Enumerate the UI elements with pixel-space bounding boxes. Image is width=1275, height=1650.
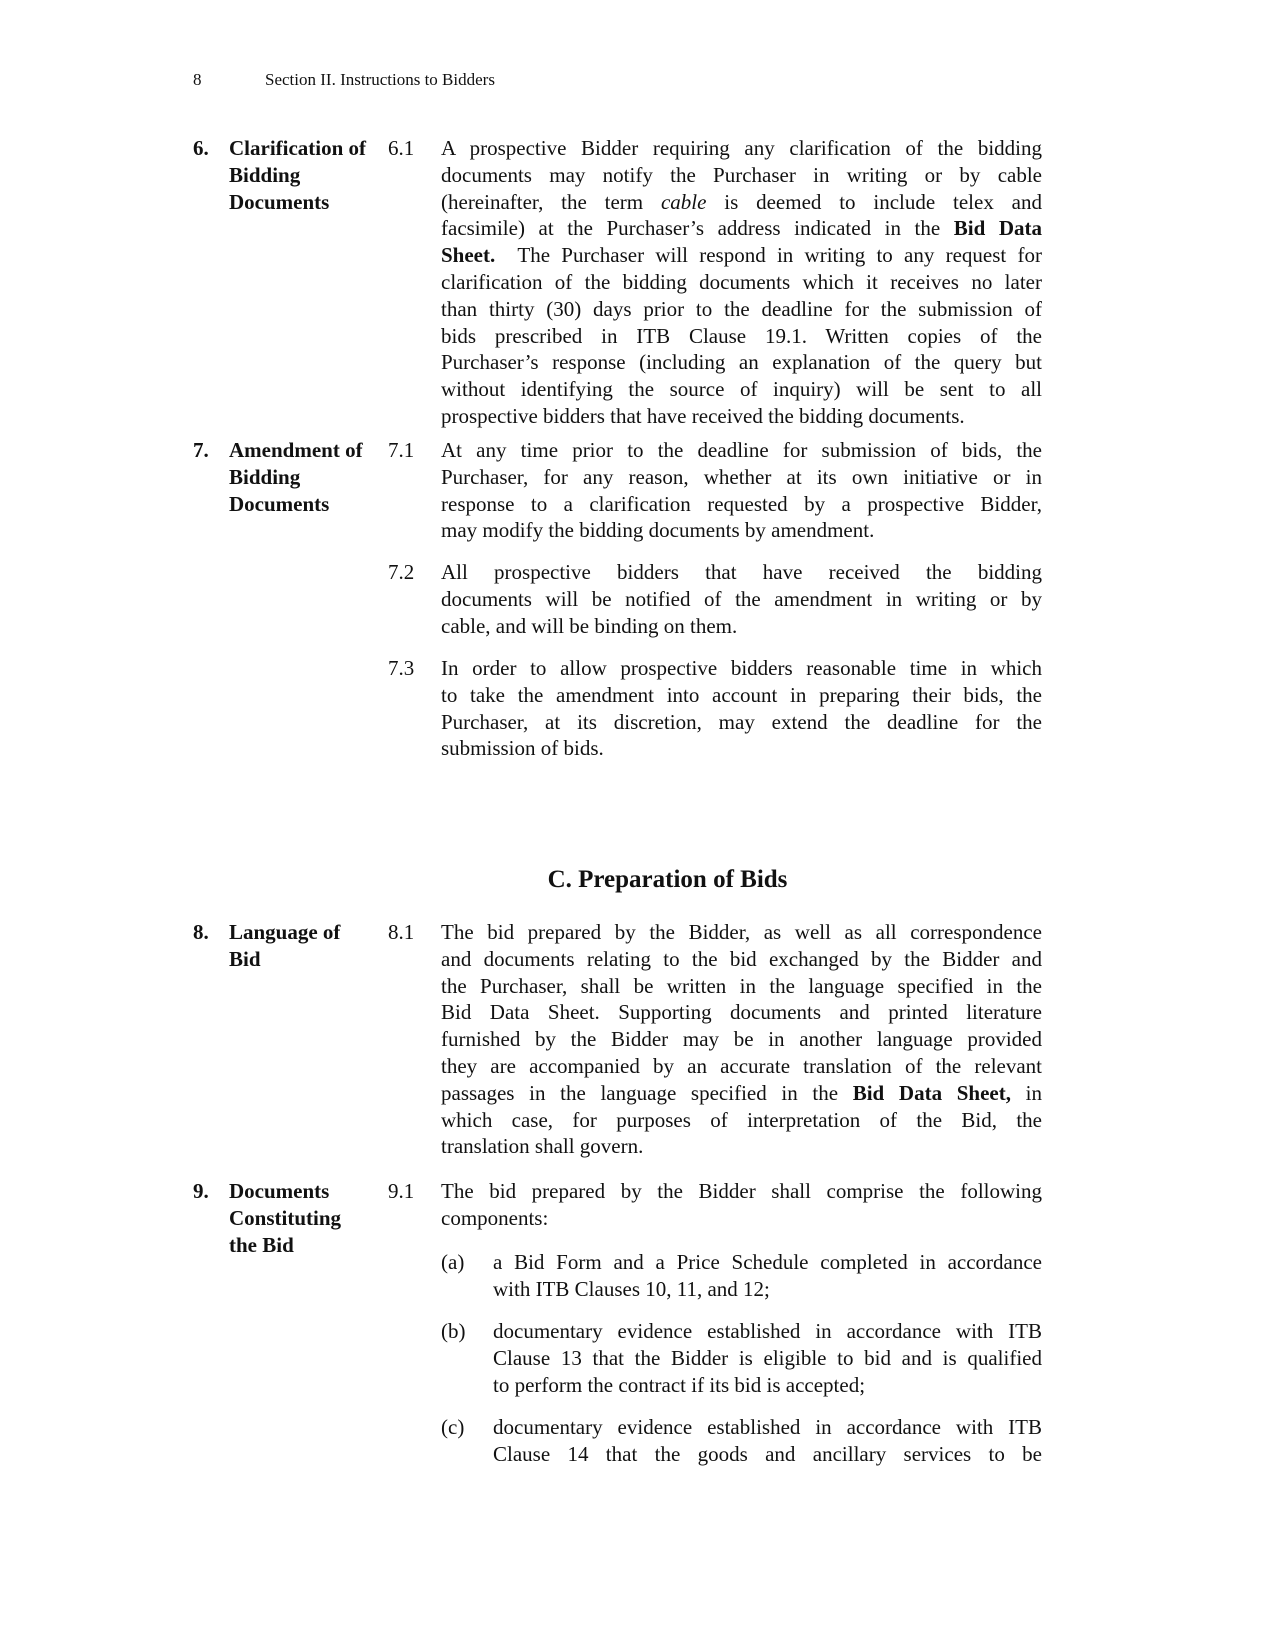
clause-number: 7. (193, 438, 209, 462)
section-heading: C. Preparation of Bids (547, 866, 788, 893)
section-title: Section II. Instructions to Bidders (265, 70, 495, 89)
page-number: 8 (193, 70, 202, 89)
paragraph-text: A prospective Bidder requiring any clarification of the bidding documents may notify the Purchaser in writing or by cable (hereinafter, the term cable is deemed to include telex and facsimile) at the Purchaser’s address indicated in the Bid Data Sheet. The Purchaser will respond in writing to any request for clarification of the bidding documents which it receives no later than thirty (30) days prior to the deadline for the submission of bids prescribed in ITB Clause 19.1. Written copies of the Purchaser’s response (including an explanation of the query but without identifying the source of inquiry) will be sent to all prospective bidders that have received the bidding documents. (441, 136, 1042, 428)
clause-title: Amendment of Bidding Documents (229, 438, 363, 516)
clause-number: 6. (193, 136, 209, 160)
clause-title: Clarification of Bidding Documents (229, 136, 367, 214)
paragraph-number: 6.1 (388, 136, 415, 160)
